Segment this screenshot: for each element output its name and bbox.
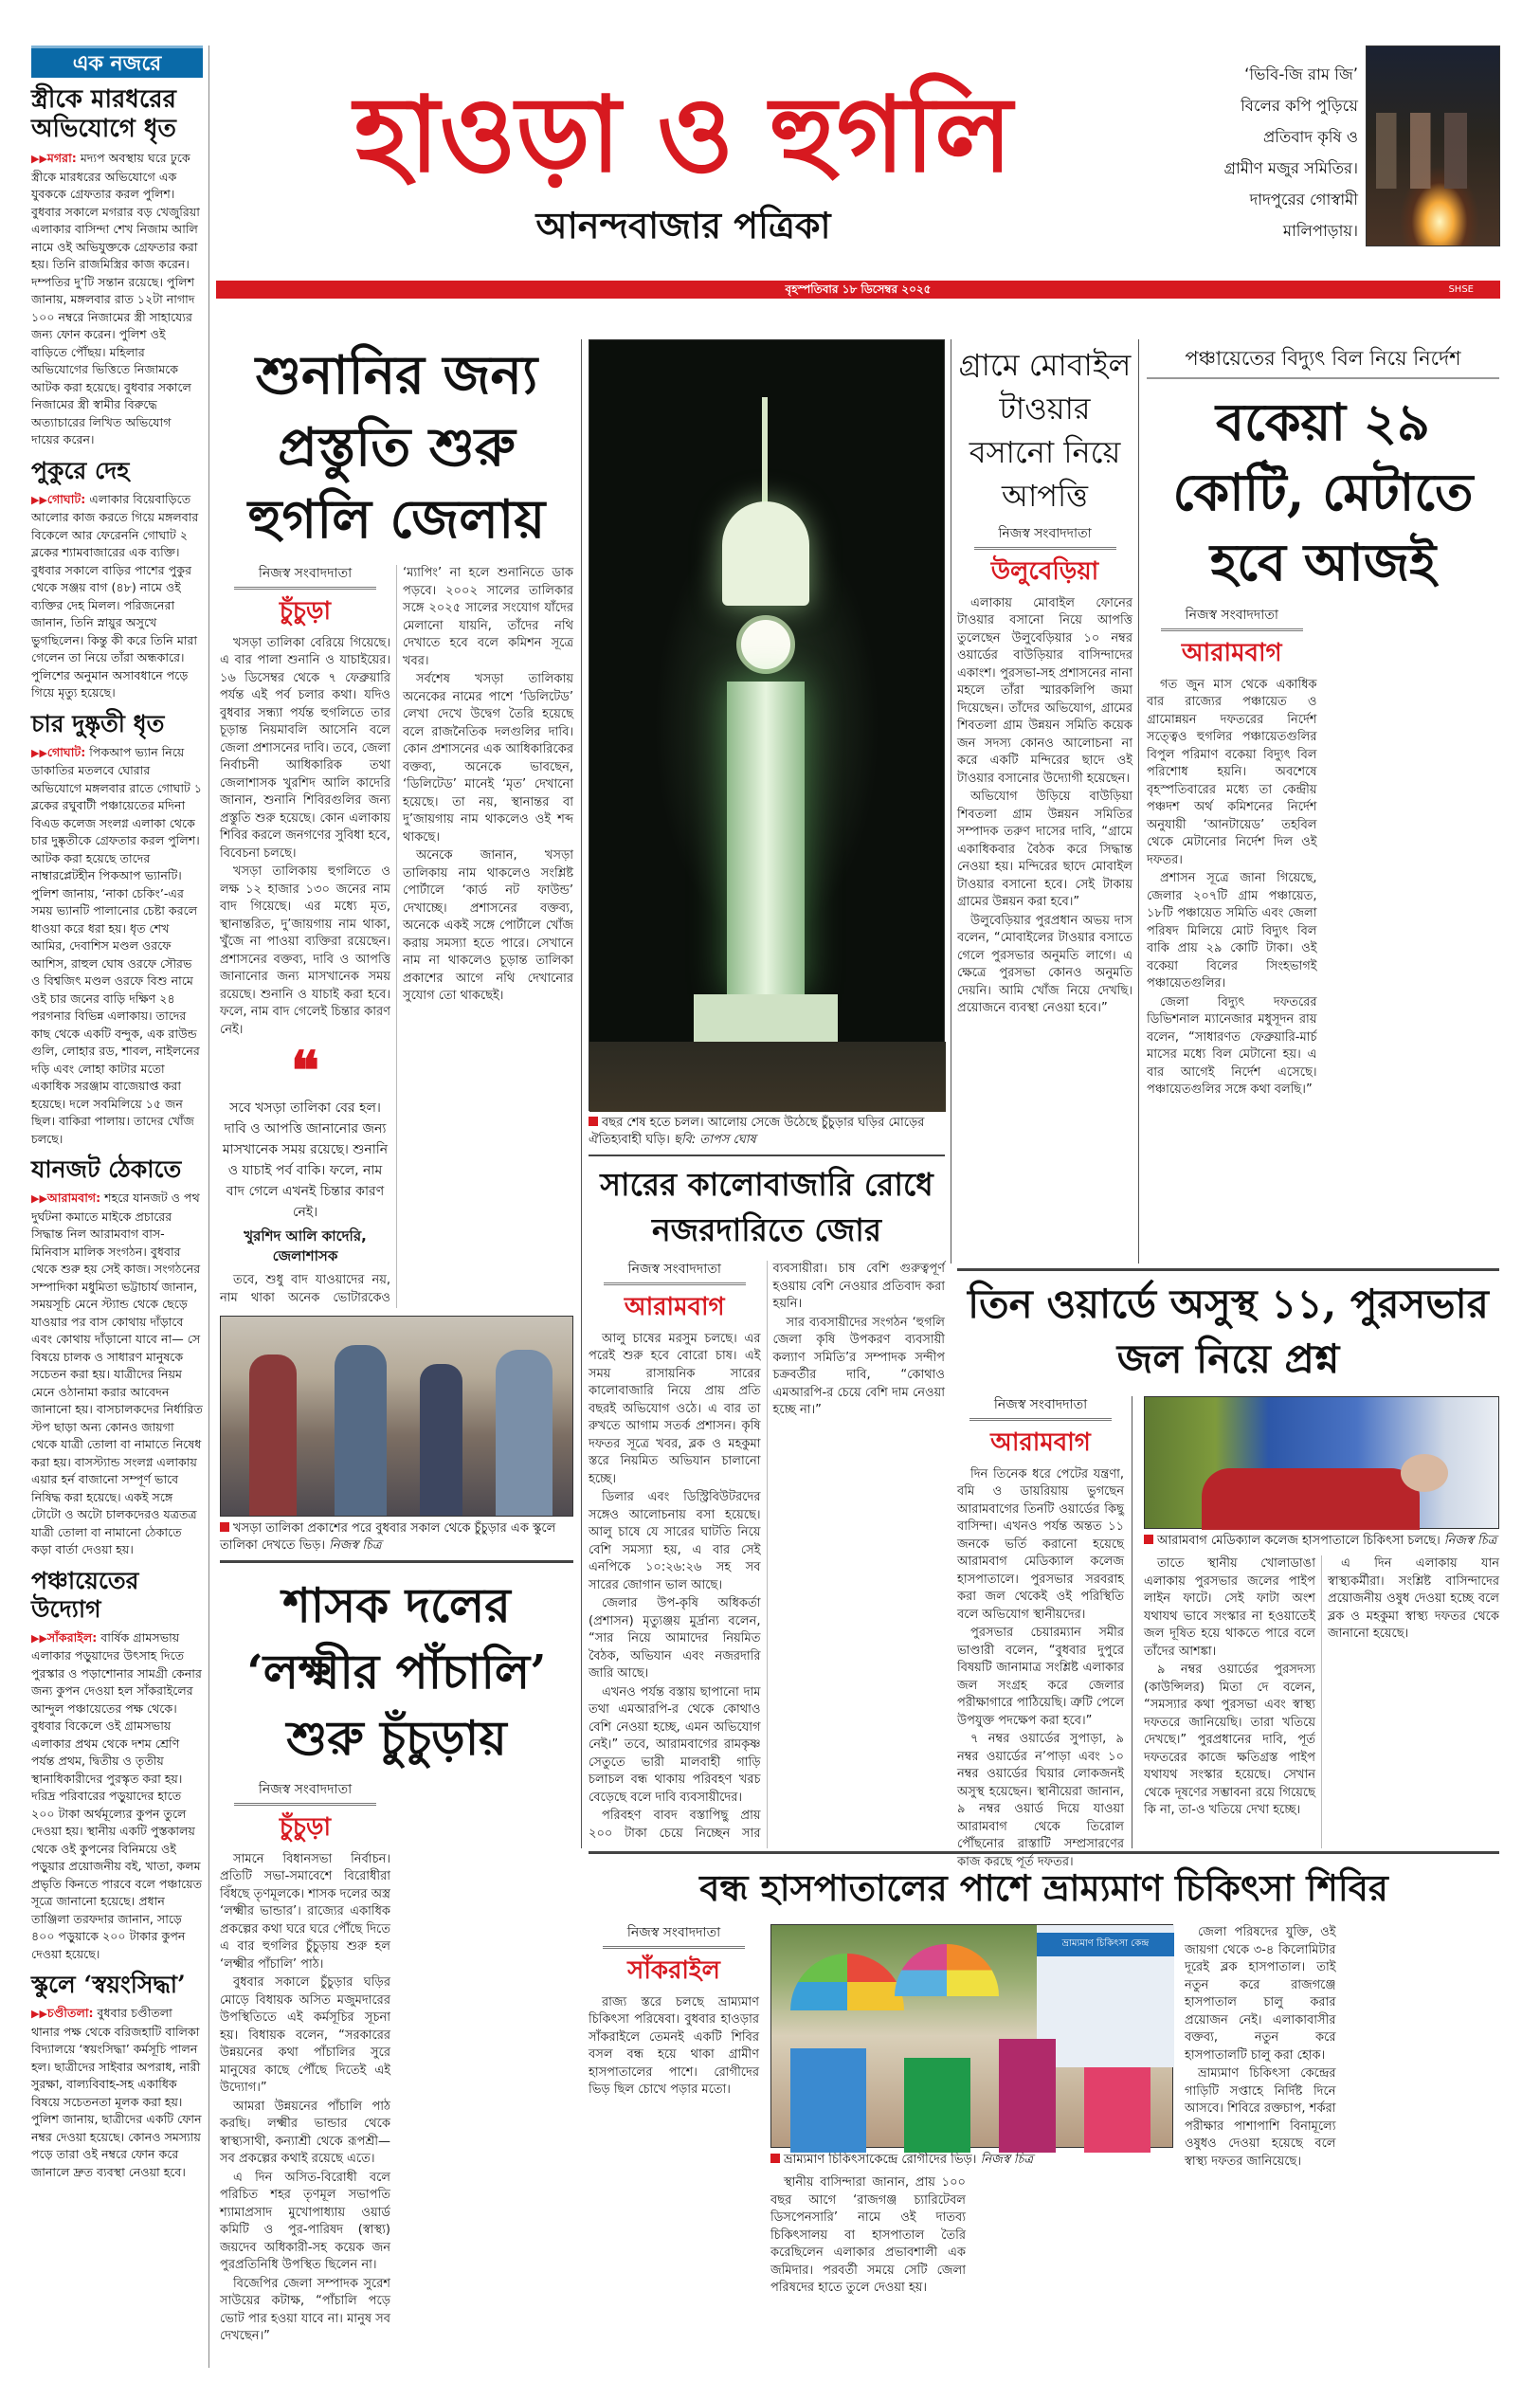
brief-headline: পঞ্চায়েতের উদ্যোগ — [31, 1566, 139, 1623]
paragraph: খসড়া তালিকায় হুগলিতে ও লক্ষ ১২ হাজার ১৩০ জনের নাম বাদ গিয়েছে। এর মধ্যে মৃত, স্থানান্তরিত, দু’জায়গায় নাম থাকা, খুঁজে না পাওয়া ব্যক্তিরা রয়েছেন। প্রশাসনের বক্তব্য, দাবি ও আপত্তি জানানোর জন্য মাসখানেক সময় রয়েছে। শুনানি ও যাচাই করা হবে। ফলে, নাম বাদ গেলেই চিন্তার কারণ নেই। — [220, 864, 390, 1037]
paragraph: এ দিন এলাকায় যান স্বাস্থ্যকর্মীরা। সংশ্লিষ্ট বাসিন্দাদের প্রয়োজনীয় ওষুধ দেওয়া হচ্ছে বলে ব্লক ও মহকুমা স্বাস্থ্য দফতর থেকে জানানো হয়েছে। — [1328, 1556, 1499, 1641]
quote-mark-icon: ❝ — [290, 1040, 320, 1102]
photo-caption — [770, 2152, 1173, 2169]
photo-credit: নিজস্ব চিত্র — [329, 1538, 382, 1553]
brief-text: মদ্যপ অবস্থায় ঘরে ঢুকে স্ত্রীকে মারধরের অভিযোগে এক যুবককে গ্রেফতার করল পুলিশ। বুধবার সকালে মগরার বড় খেজুরিয়া এলাকার বাসিন্দা শেখ নিজাম আলি নামে ওই অভিযুক্তকে গ্রেফতার করা হয়। তিনি রাজমিস্ত্রির কাজ করেন। দম্পতির দু’টি সন্তান রয়েছে। পুলিশ জানায়, মঙ্গলবার রাত ১২টা নাগাদ ১০০ নম্বরে নিজামের স্ত্রী সাহায্যের জন্য ফোন করেন। পুলিশ ওই বাড়িতে পৌঁছয়। মহিলার অভিযোগের ভিত্তিতে নিজামকে আটক করা হয়েছে। বুধবার সকালে নিজামের স্ত্রী স্বামীর বিরুদ্ধে অত্যাচারের লিখিত অভিযোগ দায়ের করেন। — [31, 151, 200, 447]
protester-figures — [1376, 113, 1490, 189]
tower-body — [957, 525, 1132, 1263]
photo-clock-tower — [589, 339, 945, 1111]
brief-headline: পুকুরে দেহ — [31, 456, 130, 484]
byline: নিজস্ব সংবাদদাতা — [604, 1261, 746, 1285]
column-rule — [1138, 339, 1139, 1264]
caption-marker-icon — [220, 1522, 229, 1532]
byline: নিজস্ব সংবাদদাতা — [969, 1396, 1112, 1421]
briefs-column — [31, 45, 209, 2368]
paragraph: এখনও পর্যন্ত বস্তায় ছাপানো দাম তথা এমআরপি-র থেকে কোথাও বেশি নেওয়া হচ্ছে, এমন অভিযোগ নেই।” তবে, আরামবাগের রামকৃষ্ণ সেতুতে ভারী মালবাহী গাড়ি চলাচল বন্ধ থাকায় পরিবহণ খরচ বেড়েছে বলে দাবি ব্যবসায়ীদের। — [589, 1684, 761, 1805]
fertilizer-article — [589, 1111, 945, 1848]
brief-text: বার্ষিক গ্রামসভায় এলাকার পড়ুয়াদের উৎসাহ দিতে পুরস্কার ও পড়াশোনার সামগ্রী কেনার জন্য কুপন দেওয়া হল সাঁকরাইলের আন্দুল পঞ্চায়েতের পক্ষ থেকে। বুধবার বিকেলে ওই গ্রামসভায় এলাকার প্রথম থেকে দশম শ্রেণি পর্যন্ত প্রথম, দ্বিতীয় ও তৃতীয় স্থানাধিকারীদের পুরস্কৃত করা হয়। দরিদ্র পরিবারের পড়ুয়াদের হাতে ২০০ টাকা অর্থমূল্যের কুপন তুলে দেওয়া হয়। স্থানীয় একটি পুস্তকালয় থেকে ওই কুপনের বিনিময়ে ওই পড়ুয়ার প্রয়োজনীয় বই, খাতা, কলম প্রভৃতি কিনতে পারবে বলে পঞ্চায়েত সূত্রে জানানো হয়েছে। প্রধান তাঞ্জিলা তরফদার জানান, সাড়ে ৪০০ পড়ুয়াকে ২০০ টাকার কুপন দেওয়া হয়েছে। — [31, 1629, 203, 1961]
lead-headline: শুনানির জন্য প্রস্তুতি শুরু হুগলি জেলায় — [247, 344, 546, 551]
paragraph: খসড়া তালিকা বেরিয়ে গিয়েছে। এ বার পালা শুনানি ও যাচাইয়ের। ১৬ ডিসেম্বর থেকে ৭ ফেব্রুয়ারি পর্যন্ত এই পর্ব চলার কথা। যদিও বুধবার সন্ধ্যা পর্যন্ত হুগলিতে তার চূড়ান্ত নিয়মাবলি আসেনি বলে জেলা প্রশাসনের দাবি। তবে, জেলা নির্বাচনী আধিকারিক তথা জেলাশাসক খুরশিদ আলি কাদেরি জানান, শুনানি শিবিরগুলির জন্য প্রস্তুতি শুরু হয়েছে। কোন এলাকায় শিবির করলে জনগণের সুবিধা হবে, বিবেচনা চলছে। — [220, 635, 390, 861]
column-rule — [581, 339, 582, 1848]
water-headline: তিন ওয়ার্ডে অসুস্থ ১১, পুরসভার জল নিয়ে প্রশ্ন — [968, 1281, 1489, 1382]
photo-credit: নিজস্ব চিত্র — [1443, 1534, 1497, 1548]
teaser-photo-bonfire-protest — [1366, 45, 1500, 246]
dateline: সাঁকরাইল — [627, 1955, 720, 1985]
teaser-line: ‘ভিবি-জি রাম জি’ — [1244, 65, 1358, 83]
camp-headline: বন্ধ হাসপাতালের পাশে ভ্রাম্যমাণ চিকিৎসা শিবির — [699, 1866, 1388, 1909]
quote-author: খুরশিদ আলি কাদেরি, জেলাশাসক — [244, 1227, 367, 1264]
fertilizer-body — [589, 1261, 945, 1848]
caption-text: আরামবাগ মেডিক্যাল কলেজ হাসপাতালে চিকিৎসা চলছে। — [1157, 1534, 1440, 1548]
arrow-icon: ▶▶ — [31, 1631, 47, 1645]
clock-tower-base — [694, 994, 838, 1042]
paragraph: তাতে স্থানীয় খোলাডাঙা এলাকায় পুরসভার জলের পাইপ লাইন ফাটে। সেই ফাটা অংশ যথাযথ ভাবে সংস্কার না হওয়াতেই জল দূষিত হয়ে থাকতে পারে বলে তাঁদের আশঙ্কা। — [1144, 1556, 1315, 1659]
camp-middle — [770, 1924, 1173, 2360]
water-article — [957, 1268, 1499, 1869]
brief-item — [31, 85, 203, 449]
clock-face-icon — [736, 615, 795, 674]
pull-quote — [220, 1040, 390, 1266]
tower-headline: গ্রামে মোবাইল টাওয়ার বসানো নিয়ে আপত্তি — [958, 347, 1132, 514]
medical-van — [1037, 1925, 1174, 2067]
masthead-teaser — [1151, 59, 1358, 246]
caption-text: ভ্রাম্যমাণ চিকিৎসাকেন্দ্রে রোগীদের ভিড়। — [784, 2153, 977, 2167]
paragraph: প্রশাসন সূত্রে জানা গিয়েছে, জেলার ২০৭টি গ্রাম পঞ্চায়েত, ১৮টি পঞ্চায়েত সমিতি এবং জেলা পরিষদ মিলিয়ে মোট বিদ্যুৎ বিল বাকি প্রায় ২৯ কোটি টাকা। ওই বকেয়া বিলের সিংহভাগই পঞ্চায়েতগুলির। — [1147, 871, 1317, 991]
byline: নিজস্ব সংবাদদাতা — [974, 525, 1116, 550]
brief-text: পিকআপ ভ্যান নিয়ে ডাকাতির মতলবে ঘোরার অভিযোগে মঙ্গলবার রাতে গোঘাট ১ ব্লকের রঘুবাটী পঞ্চায়েতের মদিনা বিএড কলেজ সংলগ্ন এলাকা থেকে চার দুষ্কৃতীকে গ্রেফতার করল পুলিশ। আটক করা হয়েছে তাদের নাম্বারপ্লেটহীন পিকআপ ভ্যানটি। পুলিশ জানায়, ‘নাকা চেকিং’-এর সময় ভ্যানটি পালানোর চেষ্টা করলে ধাওয়া করে ধরা হয়। ধৃত শেখ আমির, দেবাশিস মণ্ডল ওরফে আশিস, রাহুল ঘোষ ওরফে সৌরভ ও বিশ্বজিৎ মণ্ডল ওরফে বিশু নামে ওই চার জনের বাড়ি দক্ষিণ ২৪ পরগনার বিভিন্ন এলাকায়। তাদের কাছ থেকে একটি বন্দুক, এক রাউন্ড গুলি, লোহার রড, শাবল, নাইলনের দড়ি এবং লোহা কাটার মতো একাধিক সরঞ্জাম বাজেয়াপ্ত করা হয়েছে। দলে সবমিলিয়ে ১৫ জন ছিল। বাকিরা পালায়। তাদের খোঁজ চলছে। — [31, 744, 203, 1146]
paper-name-logo: আনন্দবাজার পত্রিকা — [535, 204, 831, 246]
paragraph: আলু চাষের মরসুম চলছে। এর পরেই শুরু হবে বোরো চাষ। এই সময় রাসায়নিক সারের কালোবাজারি নিয়ে প্রায় প্রতি বছরই অভিযোগ ওঠে। এ বার তা রুখতে আগাম সতর্ক প্রশাসন। কৃষি দফতর সূত্রে খবর, ব্লক ও মহকুমা স্তরে নিয়মিত অভিযান চালানো হচ্ছে। — [589, 1331, 761, 1486]
paragraph: অনেকে জানান, খসড়া তালিকায় নাম থাকলেও সংশ্লিষ্ট পোর্টালে ‘কার্ড নট ফাউন্ড’ দেখাচ্ছে। প্রশাসনের বক্তব্য, অনেকে একই সঙ্গে পোর্টালে খোঁজ করায় সমস্যা হতে পারে। সেখানে নাম না থাকলেও চূড়ান্ত তালিকা প্রকাশের আগে নথি দেখানোর সুযোগ তো থাকছেই। — [403, 848, 573, 1003]
issue-date: বৃহস্পতিবার ১৮ ডিসেম্বর ২০২৫ — [785, 282, 932, 296]
teaser-line: দাদপুরের গোস্বামী — [1249, 191, 1358, 209]
divider — [589, 1851, 1499, 1854]
paragraph: জেলা পরিষদের যুক্তি, ওই জায়গা থেকে ৩-৪ কিলোমিটার দূরেই ব্লক হাসপাতাল। তাই নতুন করে রাজগঞ্জে হাসপাতাল চালু করার প্রয়োজন নেই। এলাকাবাসীর বক্তব্য, নতুন করে হাসপাতালটি চালু করা হোক। — [1185, 1925, 1336, 2063]
brief-headline: যানজট ঠেকাতে — [31, 1155, 182, 1184]
paragraph: পুরসভার চেয়ারম্যান সমীর ভাণ্ডারী বলেন, “বুধবার দুপুরে বিষয়টি জানামাত্র সংশ্লিষ্ট এলাকার জল সংগ্রহ করে জেলার পরীক্ষাগারে পাঠিয়েছি। ত্রুটি পেলে উপযুক্ত পদক্ষেপ করা হবে।” — [957, 1626, 1124, 1728]
brief-text: শহরে যানজট ও পথ দুর্ঘটনা কমাতে মাইকে প্রচারের সিদ্ধান্ত নিল আরামবাগ বাস-মিনিবাস মালিক সংগঠন। বুধবার থেকে শুরু হয় সেই কাজ। সংগঠনের সম্পাদিকা মধুমিতা ভট্টাচার্য জানান, সময়সূচি মেনে স্ট্যান্ড থেকে ছেড়ে যাওয়ার পর বাস কোথায় দাঁড়াবে এবং কোথায় দাঁড়ানো যাবে না— সে বিষয়ে চালক ও সাধারণ মানুষকে সচেতন করা হয়। যাত্রীদের নিয়ম মেনে ওঠানামা করার আবেদন জানানো হয়। বাসচালকদের নির্ধারিত স্টপ ছাড়া অন্য কোনও জায়গা থেকে যাত্রী তোলা বা নামাতে নিষেধ করা হয়। বাসস্ট্যান্ড সংলগ্ন এলাকায় এয়ার হর্ন বাজানো সম্পূর্ণ ভাবে নিষিদ্ধ করা হয়েছে। একই সঙ্গে টোটো ও অটো চালকদেরও যত্রতত্র যাত্রী তোলা বা নামানো ঠেকাতে কড়া বার্তা দেওয়া হয়। — [31, 1191, 203, 1557]
photo-caption — [1144, 1533, 1499, 1550]
byline: নিজস্ব সংবাদদাতা — [234, 1781, 376, 1806]
paragraph: গত জুন মাস থেকে একাধিক বার রাজ্যের পঞ্চায়েত ও গ্রামোন্নয়ন দফতরের নির্দেশ সত্ত্বেও হুগলির পঞ্চায়েতগুলির বিপুল পরিমাণ বকেয়া বিদ্যুৎ বিল পরিশোধ হয়নি। অবশেষে বৃহস্পতিবারের মধ্যে তা কেন্দ্রীয় পঞ্চদশ অর্থ কমিশনের নির্দেশ অনুযায়ী ‘আনটায়েড’ তহবিল থেকে মেটানোর নির্দেশ দিল ওই দফতর। — [1147, 677, 1317, 867]
clock-tower-top — [722, 501, 809, 606]
paragraph: সর্বশেষ খসড়া তালিকায় অনেকের নামের পাশে ‘ডিলিটেড’ লেখা দেখে উদ্বেগ তৈরি হয়েছে বলে রাজনৈতিক দলগুলির দাবি। কোন প্রশাসনের এক আধিকারিকের বক্তব্য, অনেকে ভাবছেন, ‘ডিলিটেড’ মানেই ‘মৃত’ দেখানো হয়েছে। তা নয়, স্থানান্তর বা দু’জায়গায় নাম থাকলেও ওই শব্দ থাকছে। — [403, 672, 573, 845]
dateline: চুঁচুড়া — [279, 1812, 332, 1842]
photo-voter-list-crowd — [220, 1316, 573, 1517]
brief-headline: স্ত্রীকে মারধরের অভিযোগে ধৃত — [31, 85, 176, 144]
dateline: চুঁচুড়া — [279, 596, 332, 626]
divider — [957, 1268, 1499, 1271]
arrow-icon: ▶▶ — [31, 746, 47, 759]
lead-article-body — [220, 565, 573, 1308]
date-bar — [216, 281, 1500, 299]
paragraph: সামনে বিধানসভা নির্বাচন। প্রতিটি সভা-সমাবেশে বিরোধীরা বিঁধছে তৃণমূলকে। শাসক দলের অস্ত্র ‘লক্ষ্মীর ভান্ডার’। রাজ্যের একাধিক প্রকল্পের কথা ঘরে ঘরে পৌঁছে দিতে এ বার হুগলির চুঁচুড়ায় শুরু হল ‘লক্ষ্মীর পাঁচালি’ পাঠ। — [220, 1851, 390, 1972]
byline: নিজস্ব সংবাদদাতা — [1161, 607, 1303, 631]
caption-text: খসড়া তালিকা প্রকাশের পরে বুধবার সকাল থেকে চুঁচুড়ার এক স্কুলে তালিকা দেখতে ভিড়। — [220, 1521, 556, 1553]
camp-col-3 — [1185, 1924, 1499, 2360]
paragraph: পরিবহণ বাবদ বস্তাপিছু প্রায় ২০০ টাকা চেয়ে নিচ্ছেন সার ব্যবসায়ীরা। চাষ বেশি গুরুত্বপূর্ণ হওয়ায় বেশি নেওয়ার প্রতিবাদ করা হয়নি। — [589, 1262, 945, 1841]
water-col-1 — [957, 1396, 1132, 1869]
brief-text: এলাকার বিয়েবাড়িতে আলোর কাজ করতে গিয়ে মঙ্গলবার বিকেলে আর ফেরেননি গোঘাট ২ ব্লকের শ্যামবাজারের এক ব্যক্তি। বুধবার সকালে বাড়ির পাশের পুকুর থেকে সঞ্জয় বাগ (৪৮) নামে ওই ব্যক্তির দেহ মিলল। পরিজনেরা জানান, তিনি স্নায়ুর অসুখে ভুগছিলেন। কিন্তু কী করে তিনি মারা গেলেন তা নিয়ে তাঁরা অন্ধকারে। পুলিশের অনুমান অসাবধানে পড়ে গিয়ে মৃত্যু হয়েছে। — [31, 491, 199, 700]
water-cols — [1144, 1555, 1499, 1848]
paragraph: স্থানীয় বাসিন্দারা জানান, প্রায় ১০০ বছর আগে ‘রাজগঞ্জ চ্যারিটেবল ডিসপেনসারি’ নামে ওই দাতব্য চিকিৎসালয় বা হাসপাতাল তৈরি করেছিলেন এলাকার প্রভাবশালী এক জমিদার। পরবর্তী সময়ে সেটি জেলা পরিষদের হাতে তুলে দেওয়া হয়। — [770, 2175, 966, 2295]
briefs-section-label: এক নজরে — [31, 45, 203, 78]
paragraph: উলুবেড়িয়ার পুরপ্রধান অভয় দাস বলেন, “মোবাইলের টাওয়ার বসাতে গেলে পুরসভার অনুমতি লাগে। এ ক্ষেত্রে পুরসভা কোনও অনুমতি দেয়নি। আমি খোঁজ নিয়ে দেখছি। প্রয়োজনে ব্যবস্থা নেওয়া হবে।” — [957, 913, 1132, 1015]
camp-col-1 — [589, 1924, 759, 2360]
brief-headline: স্কুলে ‘স্বয়ংসিদ্ধা’ — [31, 1971, 186, 1999]
dateline: উলুবেড়িয়া — [990, 556, 1099, 586]
brief-text: বুধবার চণ্ডীতলা থানার পক্ষ থেকে বরিজহাটি বালিকা বিদ্যালয়ে ‘স্বয়ংসিদ্ধা’ কর্মসূচি পালন হল। ছাত্রীদের সাইবার অপরাধ, নারী সুরক্ষা, বাল্যবিবাহ-সহ একাধিক বিষয়ে সচেতনতা মূলক করা হয়। পুলিশ জানায়, ছাত্রীদের একটি ফোন নম্বর দেওয়া হয়েছে। কোনও সমস্যায় পড়ে তারা ওই নম্বরে ফোন করে জানালে দ্রুত ব্যবস্থা নেওয়া হবে। — [31, 2006, 202, 2179]
quote-text: সবে খসড়া তালিকা বের হল। দাবি ও আপত্তি জানানোর জন্য মাসখানেক সময় রয়েছে। শুনানি ও যাচাই পর্ব বাকি। ফলে, নাম বাদ গেলে এখনই চিন্তার কারণ নেই। — [222, 1100, 389, 1220]
byline: নিজস্ব সংবাদদাতা — [603, 1924, 745, 1949]
van-sign: ভ্রাম্যমাণ চিকিৎসা কেন্দ্র — [1037, 1933, 1174, 1956]
byline: নিজস্ব সংবাদদাতা — [234, 565, 376, 590]
paragraph: ভ্রাম্যমাণ চিকিৎসা কেন্দ্রের গাড়িটি সপ্তাহে নির্দিষ্ট দিনে আসবে। শিবিরে রক্তচাপ, শর্করা পরীক্ষার পাশাপাশি বিনামূল্যে ওষুধও দেওয়া হয়েছে বলে স্বাস্থ্য দফতর জানিয়েছে। — [1185, 2066, 1336, 2169]
brief-item — [31, 457, 203, 702]
teaser-line: প্রতিবাদ কৃষি ও — [1262, 128, 1358, 146]
photo-credit: ছবি: তাপস ঘোষ — [674, 1133, 756, 1147]
paragraph: এলাকায় মোবাইল ফোনের টাওয়ার বসানো নিয়ে আপত্তি তুলেছেন উলুবেড়িয়ার ১০ নম্বর ওয়ার্ডের বাউড়িয়ার বাসিন্দাদের একাংশ। পুরসভা-সহ প্রশাসনের নানা মহলে তাঁরা স্মারকলিপি জমা দিয়েছেন। তাঁদের অভিযোগ, গ্রামের শিবতলা গ্রাম উন্নয়ন সমিতি কয়েক জন সদস্য কোনও আলোচনা না করে একটি মন্দিরের ছাদে ওই টাওয়ার বসানোর উদ্যোগী হয়েছেন। — [957, 595, 1132, 786]
teaser-line: বিলের কপি পুড়িয়ে — [1241, 97, 1358, 115]
paragraph: অভিযোগ উড়িয়ে বাউড়িয়া শিবতলা গ্রাম উন্নয়ন সমিতির সম্পাদক তরুণ দাসের দাবি, “গ্রামে একাধিকবার বৈঠক করে সিদ্ধান্ত নেওয়া হয়। মন্দিরের ছাদে মোবাইল টাওয়ার বসানো হবে। সেই টাকায় গ্রামের উন্নয়ন করা হবে।” — [957, 790, 1132, 909]
brief-location: সাঁকরাইল: — [46, 1629, 98, 1645]
brief-location: গোঘাট: — [46, 744, 86, 759]
brief-headline: চার দুষ্কৃতী ধৃত — [31, 709, 165, 737]
lakshmi-body — [220, 1781, 573, 2360]
paragraph: বুধবার সকালে চুঁচুড়ার ঘড়ির মোড়ে বিধায়ক অসিত মজুমদারের উপস্থিতিতে এই কর্মসূচির সূচনা হয়। বিধায়ক বলেন, “সরকারের উন্নয়নের কথা পাঁচালির সুরে মানুষের কাছে পৌঁছে দিতেই এই উদ্যোগ।” — [220, 1975, 390, 2095]
teaser-line: মালিপাড়ায়। — [1282, 222, 1358, 240]
camp-col-2 — [770, 2174, 1173, 2360]
tower-article — [957, 343, 1132, 1263]
arrow-icon: ▶▶ — [31, 493, 47, 506]
arrow-icon: ▶▶ — [31, 1192, 47, 1206]
photo-caption — [220, 1520, 573, 1555]
fertilizer-headline: সারের কালোবাজারি রোধে নজরদারিতে জোর — [600, 1166, 933, 1248]
divider — [589, 1155, 945, 1156]
caption-marker-icon — [589, 1117, 598, 1126]
electricity-headline: বকেয়া ২৯ কোটি, মেটাতে হবে আজই — [1172, 391, 1474, 592]
lead-article — [220, 339, 573, 1308]
paragraph: আমরা উন্নয়নের পাঁচালি পাঠ করছি। লক্ষ্মীর ভান্ডার থেকে স্বাস্থ্যসাথী, কন্যাশ্রী থেকে রূপশ্রী— সব প্রকল্পের কথাই রয়েছে এতে। — [220, 2099, 390, 2166]
paragraph: এ দিন অসিত-বিরোধী বলে পরিচিত শহর তৃণমূল সভাপতি শ্যামাপ্রসাদ মুখোপাধ্যায় ওয়ার্ড কমিটি ও পুর-পারিষদ (স্বাস্থ্য) জয়দেব অধিকারী-সহ কয়েক জন পুরপ্রতিনিধি উপস্থিত ছিলেন না। — [220, 2170, 390, 2272]
paragraph: জেলা বিদ্যুৎ দফতরের ডিভিশনাল ম্যানেজার মধুসূদন রায় বলেন, “সাধারণত ফেব্রুয়ারি-মার্চ মাসের মধ্যে বিল মেটানো হয়। এ বার আগেই নির্দেশ এসেছে। পঞ্চায়েতগুলির সঙ্গে কথা বলছি।” — [1147, 994, 1317, 1097]
arrow-icon: ▶▶ — [31, 2008, 47, 2021]
paragraph: তবে, শুধু বাদ যাওয়াদের নয়, নাম থাকা অনেক ভোটারকেও ‘ম্যাপিং’ না হলে শুনানিতে ডাক পড়বে। ২০০২ সালের তালিকার সঙ্গে ২০২৫ সালের সংযোগ যাঁদের মেলানো যায়নি, তাঁদের নথি দেখাতে হবে বলে কমিশন সূত্রে খবর। — [220, 566, 573, 1305]
lakshmi-headline: শাসক দলের ‘লক্ষ্মীর পাঁচালি’ শুরু চুঁচুড়ায় — [246, 1577, 547, 1766]
electricity-article — [1147, 343, 1499, 1263]
dateline: আরামবাগ — [990, 1427, 1091, 1457]
water-right — [1144, 1396, 1499, 1848]
brief-location: মগরা: — [46, 151, 77, 166]
edition-code: SHSE — [1448, 284, 1474, 295]
paragraph: বিজেপির জেলা সম্পাদক সুরেশ সাউয়ের কটাক্ষ, “পাঁচালি পড়ে ভোট পার হওয়া যাবে না। মানুষ সব দেখছেন।” — [220, 2276, 390, 2343]
brief-item — [31, 710, 203, 1149]
divider — [220, 1560, 573, 1563]
camp-article — [589, 1851, 1499, 2360]
paragraph: জেলার উপ-কৃষি অধিকর্তা (প্রশাসন) মৃত্যুঞ্জয় মুর্দ্রান্য বলেন, “সার নিয়ে আমাদের নিয়মিত বৈঠক, অভিযান এবং নজরদারি জারি আছে। — [589, 1596, 761, 1681]
photo-caption — [589, 1115, 945, 1149]
masthead-block — [224, 45, 1143, 273]
lakshmi-article — [220, 1517, 573, 2360]
water-body — [957, 1396, 1499, 1869]
paragraph: রাজ্য স্তরে চলছে ভ্রাম্যমাণ চিকিৎসা পরিষেবা। বুধবার হাওড়ার সাঁকরাইলে তেমনই একটি শিবির বসল বন্ধ হয়ে থাকা গ্রামীণ হাসপাতালের পাশে। রোগীদের ভিড় ছিল চোখে পড়ার মতো। — [589, 1994, 759, 2097]
dateline: আরামবাগ — [624, 1292, 725, 1321]
photo-mobile-medical-camp — [770, 1924, 1173, 2148]
electricity-kicker: পঞ্চায়েতের বিদ্যুৎ বিল নিয়ে নির্দেশ — [1147, 343, 1499, 379]
electricity-body — [1147, 607, 1499, 1263]
dateline: আরামবাগ — [1181, 638, 1282, 667]
caption-marker-icon — [770, 2154, 780, 2163]
brief-item — [31, 1155, 203, 1559]
brief-item — [31, 1971, 203, 2181]
paragraph: ৭ নম্বর ওয়ার্ডের সুপাড়া, ৯ নম্বর ওয়ার্ডের ন’পাড়া এবং ১০ নম্বর ওয়ার্ডের ঘিয়ার লোকজনই অসুস্থ হয়েছেন। স্থানীয়েরা জানান, ৯ নম্বর ওয়ার্ড দিয়ে যাওয়া আরামবাগ থেকে তিরোল পৌঁছনোর রাস্তাটি সম্প্রসারণের কাজ করছে পূর্ত দফতর। — [957, 1732, 1124, 1869]
photo-credit: নিজস্ব চিত্র — [980, 2153, 1034, 2167]
paragraph: ডিলার এবং ডিস্ট্রিবিউটরদের সঙ্গেও আলোচনায় বসা হয়েছে। আলু চাষে যে সারের ঘাটতি নিয়ে বেশি সমস্যা হয়, এ বার সেই এনপিকে ১০:২৬:২৬ সহ সব সারের জোগান ভাল আছে। — [589, 1490, 761, 1592]
arrow-icon: ▶▶ — [31, 153, 47, 166]
paragraph: সার ব্যবসায়ীদের সংগঠন ‘হুগলি জেলা কৃষি উপকরণ ব্যবসায়ী কল্যাণ সমিতি’র সম্পাদক সন্দীপ চক্রবর্তীর দাবি, “কোথাও এমআরপি-র চেয়ে বেশি দাম নেওয়া হচ্ছে না।” — [772, 1315, 945, 1417]
clock-tower-spire — [762, 397, 768, 511]
caption-marker-icon — [1144, 1535, 1153, 1544]
clock-tower-column — [727, 682, 805, 994]
photo-hospital-patient — [1144, 1396, 1499, 1529]
brief-location: আরামবাগ: — [46, 1191, 101, 1206]
paragraph: দিন তিনেক ধরে পেটের যন্ত্রণা, বমি ও ডায়রিয়ায় ভুগছেন আরামবাগের তিনটি ওয়ার্ডের কিছু বাসিন্দা। এখনও পর্যন্ত অন্তত ১১ জনকে ভর্তি করানো হয়েছে আরামবাগ মেডিক্যাল কলেজ হাসপাতালে। পুরসভার সরবরাহ করা জল থেকেই ওই পরিস্থিতি বলে অভিযোগ স্থানীয়দের। — [957, 1466, 1124, 1622]
masthead-title: হাওড়া ও হুগলি — [353, 73, 1013, 195]
brief-item — [31, 1567, 203, 1964]
paragraph: ৯ নম্বর ওয়ার্ডের পুরসদস্য (কাউন্সিলর) মিতা দে বলেন, “সমস্যার কথা পুরসভা এবং স্বাস্থ্য দফতরে জানিয়েছি। তারা খতিয়ে দেখছে।” পুরপ্রধানের দাবি, পূর্ত দফতরের কাজে ক্ষতিগ্রস্ত পাইপ যথাযথ সংস্কার হয়েছে। সেখান থেকে দূষণের সম্ভাবনা রয়ে গিয়েছে কি না, তা-ও খতিয়ে দেখা হচ্ছে। — [1144, 1663, 1315, 1817]
caption-text: বছর শেষ হতে চলল। আলোয় সেজে উঠেছে চুঁচুড়ার ঘড়ির মোড়ের ঐতিহ্যবাহী ঘড়ি। — [589, 1116, 925, 1147]
brief-location: চণ্ডীতলা: — [46, 2006, 94, 2021]
camp-body — [589, 1924, 1499, 2360]
brief-location: গোঘাট: — [46, 491, 86, 506]
teaser-line: গ্রামীণ মজুর সমিতির। — [1223, 159, 1358, 177]
